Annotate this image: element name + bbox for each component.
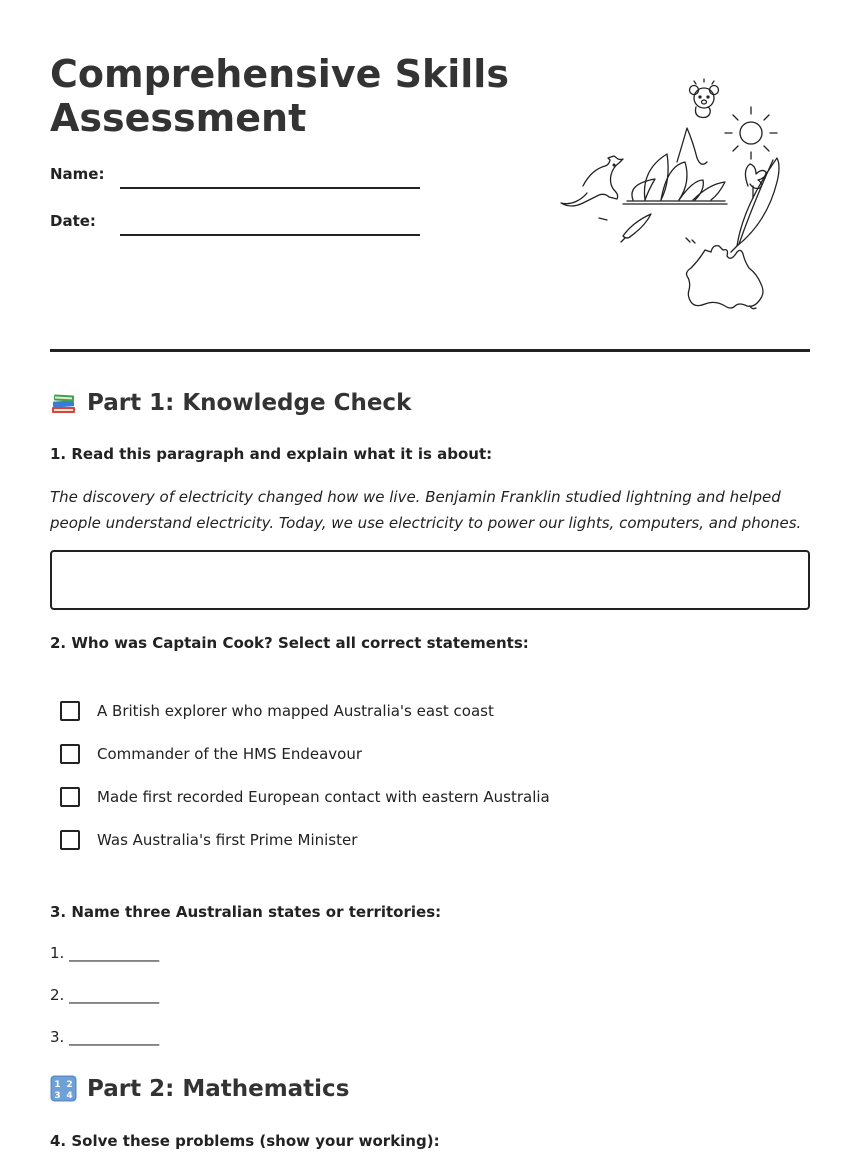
q2-option-2-label: Commander of the HMS Endeavour (97, 745, 363, 763)
checkbox[interactable] (60, 744, 80, 764)
sun-icon (725, 107, 777, 159)
q2-option-4-label: Was Australia's first Prime Minister (97, 831, 358, 849)
svg-text:3: 3 (54, 1091, 61, 1101)
q3-blank-2[interactable]: 2. ____________ (50, 986, 160, 1004)
part1-heading (50, 389, 411, 416)
question-1: 1. Read this paragraph and explain what it is about: (50, 445, 493, 463)
checkbox[interactable] (60, 830, 80, 850)
q2-option-3[interactable] (60, 785, 550, 809)
part1-heading-text: Part 1: Knowledge Check (87, 389, 412, 416)
page-title (50, 52, 520, 140)
name-label: Name: (50, 165, 105, 183)
question-2: 2. Who was Captain Cook? Select all correct statements: (50, 634, 529, 652)
hills-icon (677, 128, 707, 164)
question-1-paragraph: The discovery of electricity changed how we live. Benjamin Franklin studied lightning and helped people understand electricity. Today, we use electricity to power our lights, computers, and phones. (50, 488, 802, 532)
question-3: 3. Name three Australian states or territories: (50, 903, 442, 921)
australia-map-icon (686, 238, 763, 309)
books-emoji-icon (50, 389, 77, 416)
surfboard-icon (731, 158, 779, 252)
question-1-answer-box[interactable] (50, 550, 810, 610)
checkbox[interactable] (60, 701, 80, 721)
question-4: 4. Solve these problems (show your working): (50, 1132, 440, 1150)
part2-heading-text: Part 2: Mathematics (87, 1075, 350, 1102)
part2-heading (50, 1075, 349, 1102)
opera-house-icon (623, 154, 727, 204)
q2-option-3-label: Made first recorded European contact with eastern Australia (97, 788, 550, 806)
q3-blank-1[interactable]: 1. ____________ (50, 944, 160, 962)
q3-blank-3[interactable]: 3. ____________ (50, 1028, 160, 1046)
svg-text:2: 2 (66, 1080, 73, 1090)
svg-text:4: 4 (66, 1091, 73, 1101)
svg-text:1: 1 (54, 1080, 61, 1090)
q2-option-4[interactable] (60, 828, 357, 852)
date-label: Date: (50, 212, 96, 230)
australia-illustration (553, 78, 783, 314)
kangaroo-icon (561, 156, 623, 220)
q2-option-1[interactable] (60, 699, 494, 723)
title-line-2: Assessment (50, 96, 307, 140)
date-field[interactable] (120, 234, 420, 236)
input-numbers-emoji-icon (50, 1075, 77, 1102)
koala-icon (690, 79, 719, 118)
title-line-1: Comprehensive Skills (50, 52, 509, 96)
name-field[interactable] (120, 187, 420, 189)
q2-option-1-label: A British explorer who mapped Australia's east coast (97, 702, 494, 720)
feather-icon (621, 214, 651, 242)
header-divider (50, 349, 810, 352)
checkbox[interactable] (60, 787, 80, 807)
q2-option-2[interactable] (60, 742, 362, 766)
